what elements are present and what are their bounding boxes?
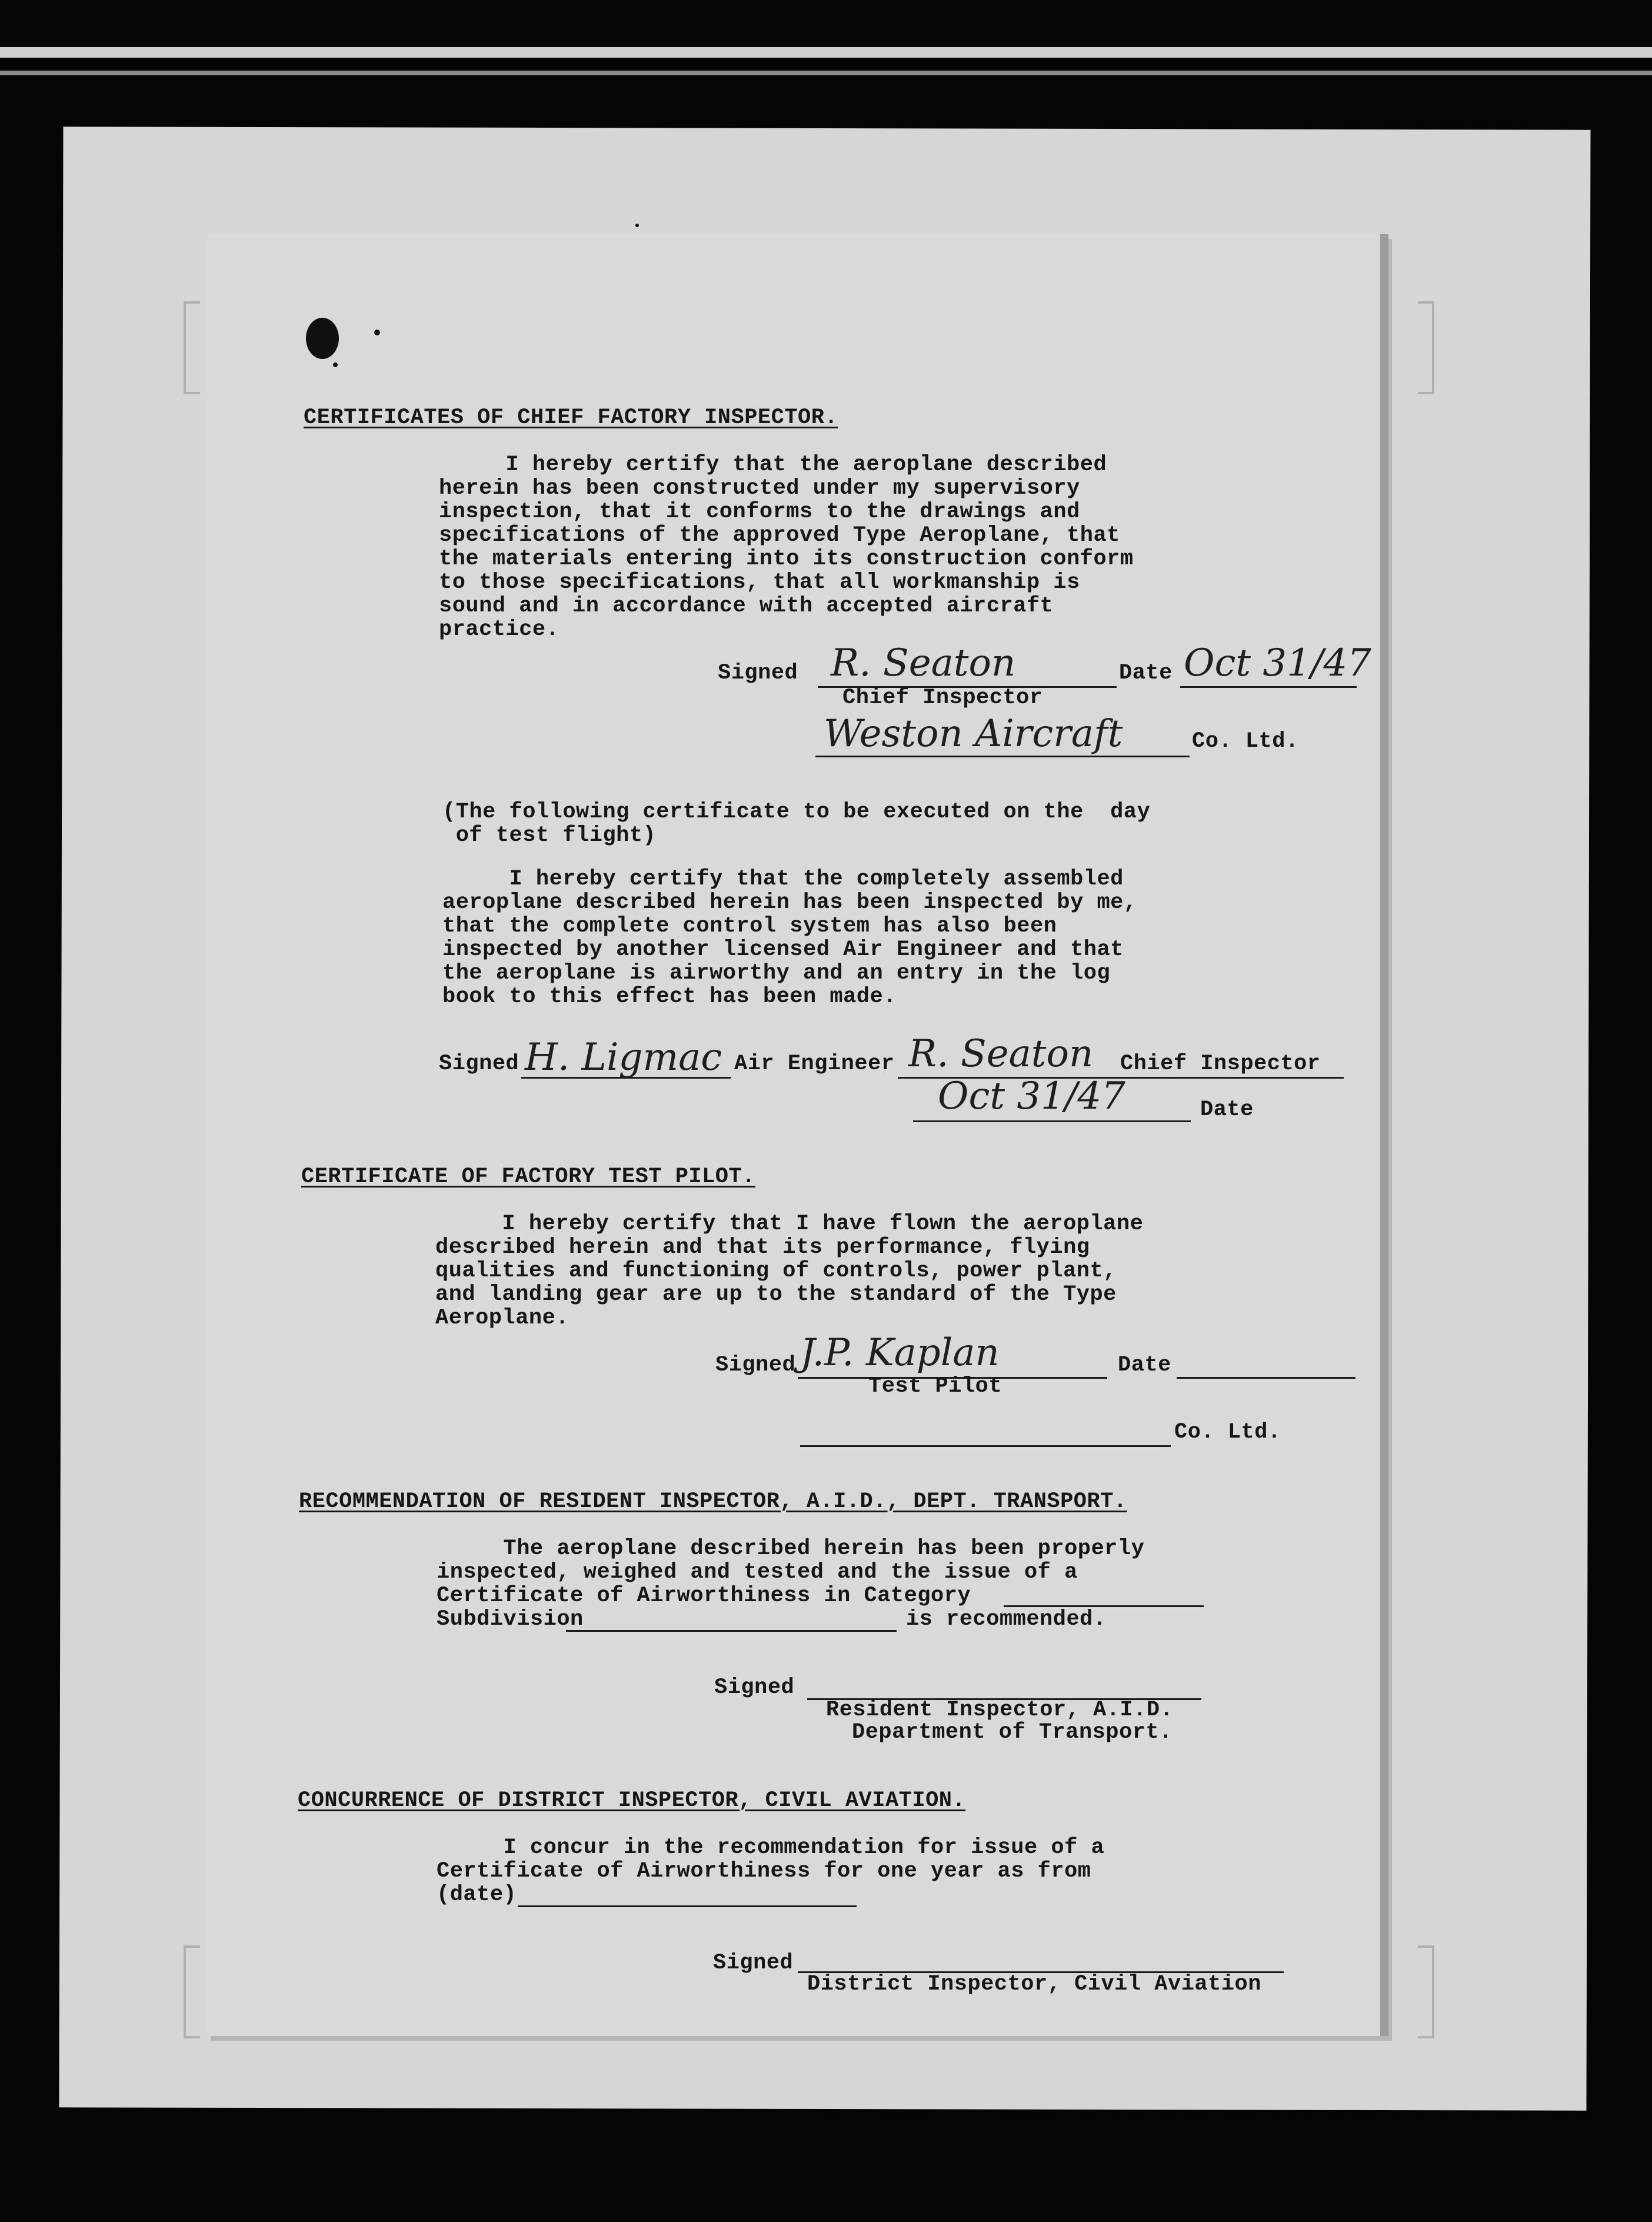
section-heading-resident-inspector: RECOMMENDATION OF RESIDENT INSPECTOR, A.I.D., DEPT. TRANSPORT. — [299, 1489, 1127, 1514]
chief-inspector-signature-2: R. Seaton — [908, 1032, 1094, 1076]
date-line — [1180, 686, 1357, 688]
company-suffix: Co. Ltd. — [1192, 729, 1299, 754]
section-heading-district-inspector: CONCURRENCE OF DISTRICT INSPECTOR, CIVIL AVIATION. — [298, 1788, 966, 1813]
department-title: Department of Transport. — [852, 1720, 1173, 1745]
test-flight-date: Oct 31/47 — [938, 1075, 1125, 1118]
signed-label: Signed — [713, 1951, 794, 1975]
test-pilot-title: Test Pilot — [868, 1374, 1002, 1399]
scan-edge — [0, 47, 1652, 58]
corner-bracket — [1418, 1945, 1434, 2038]
signed-label: Signed — [714, 1675, 795, 1700]
company-suffix: Co. Ltd. — [1174, 1420, 1281, 1445]
ink-blot — [635, 224, 639, 227]
air-engineer-signature: H. Ligmac — [525, 1036, 722, 1079]
signed-label: Signed — [718, 661, 798, 686]
chief-inspector-date: Oct 31/47 — [1184, 641, 1371, 685]
scan-edge — [0, 71, 1652, 75]
date-label: (date) — [437, 1882, 517, 1907]
test-flight-note-2: of test flight) — [442, 823, 657, 848]
section-heading-test-pilot: CERTIFICATE OF FACTORY TEST PILOT. — [301, 1165, 755, 1189]
chief-inspector-title: Chief Inspector — [842, 686, 1043, 710]
chief-inspector-label: Chief Inspector — [1120, 1052, 1321, 1076]
date-line — [1177, 1377, 1355, 1379]
chief-inspector-signature: R. Seaton — [831, 641, 1016, 685]
subdivision-blank — [566, 1630, 897, 1632]
company-line — [800, 1445, 1171, 1447]
company-name-handwritten: Weston Aircraft — [824, 712, 1123, 756]
date-label: Date — [1200, 1097, 1254, 1122]
signature-line — [521, 1077, 731, 1079]
test-flight-note-1: (The following certificate to be executed on the day — [442, 800, 1151, 824]
corner-bracket — [184, 1945, 200, 2038]
air-engineer-label: Air Engineer — [734, 1052, 895, 1076]
recommended-text: is recommended. — [906, 1607, 1107, 1632]
section-heading-chief-inspector: CERTIFICATES OF CHIEF FACTORY INSPECTOR. — [304, 405, 838, 430]
ink-blot — [333, 362, 338, 367]
ink-blot — [306, 318, 339, 359]
subdivision-label: Subdivision — [437, 1607, 584, 1632]
date-label: Date — [1118, 1353, 1171, 1378]
ink-blot — [374, 330, 380, 335]
district-inspector-title: District Inspector, Civil Aviation — [807, 1972, 1261, 1997]
resident-inspector-title: Resident Inspector, A.I.D. — [826, 1698, 1174, 1722]
date-label: Date — [1119, 661, 1173, 686]
signed-label: Signed — [715, 1353, 796, 1378]
date-blank — [518, 1905, 857, 1907]
test-pilot-signature: J.P. Kaplan — [800, 1331, 1000, 1375]
date-line — [913, 1120, 1191, 1122]
company-line — [815, 756, 1190, 757]
corner-bracket — [1418, 301, 1434, 394]
corner-bracket — [184, 301, 200, 394]
signed-label: Signed — [439, 1052, 519, 1076]
